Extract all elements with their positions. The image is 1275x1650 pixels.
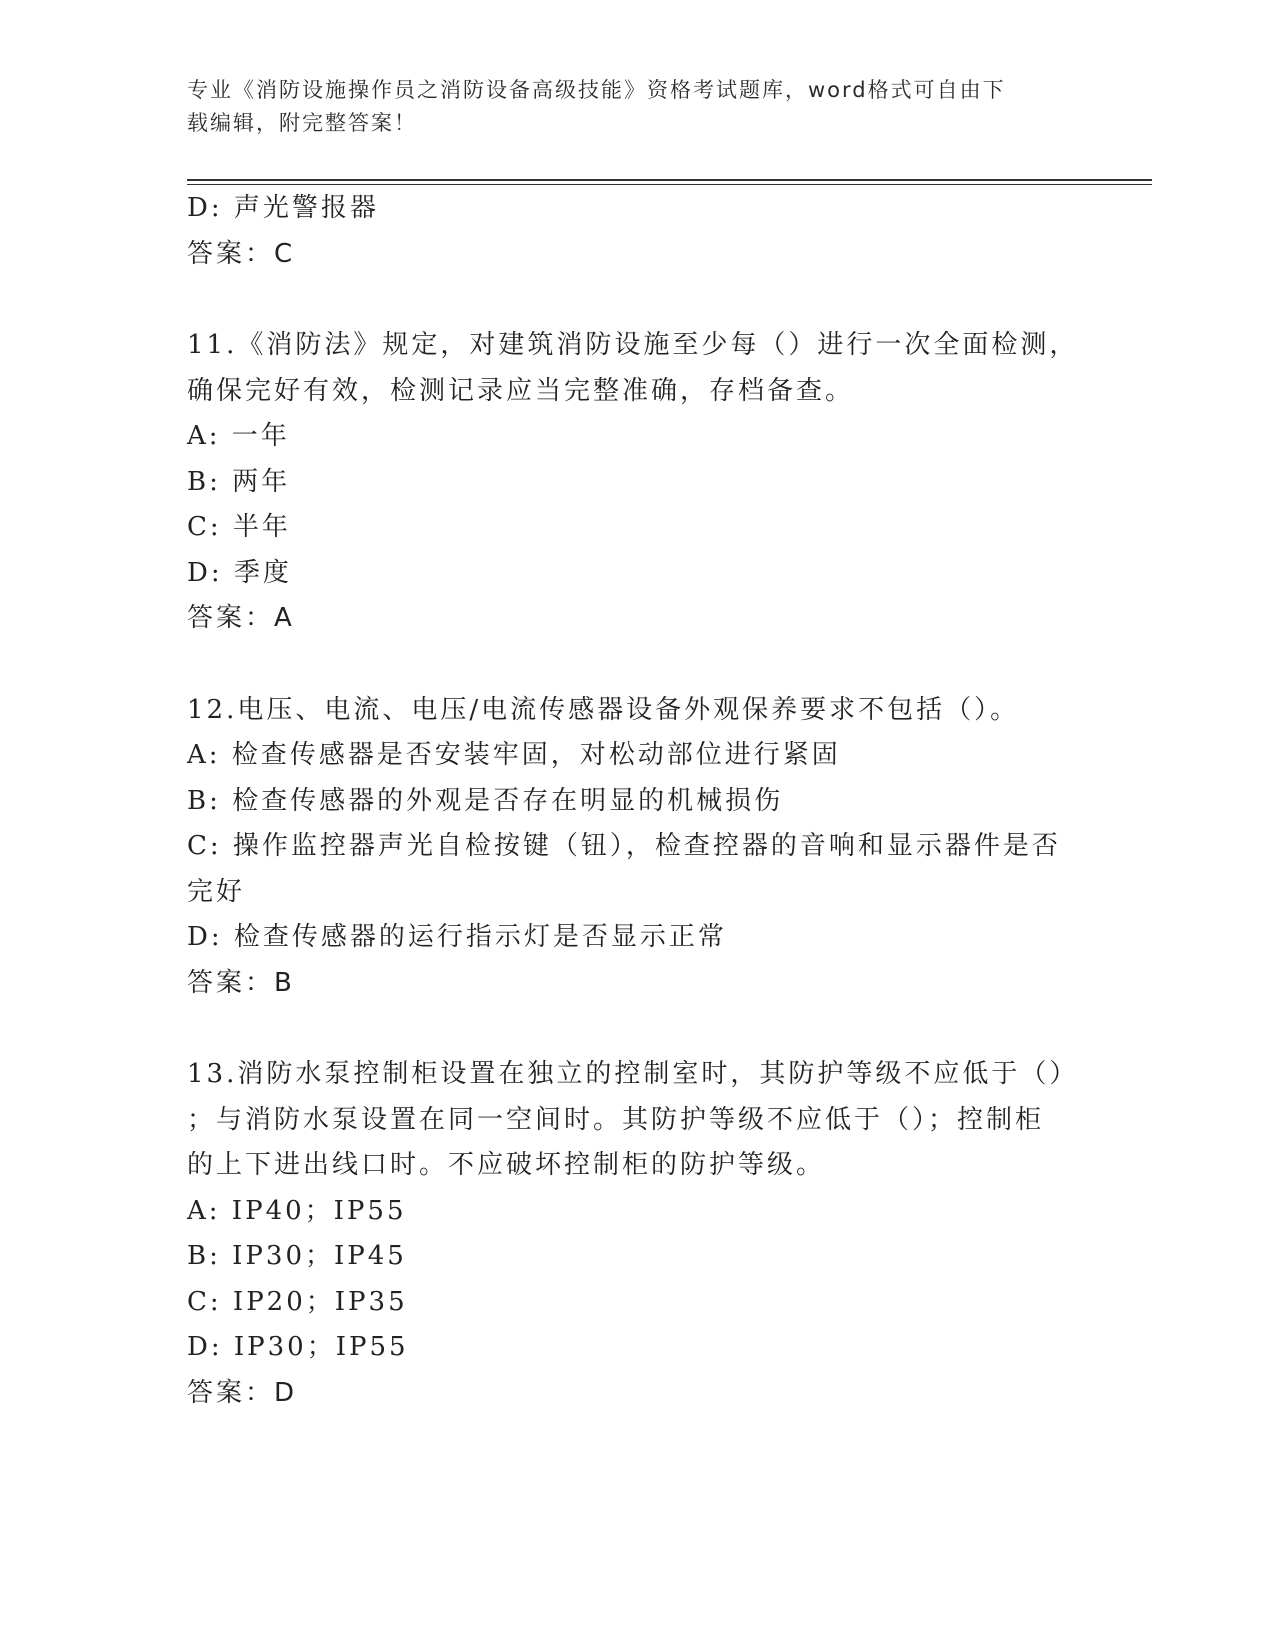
question-stem: 的上下进出线口时。不应破坏控制柜的防护等级。 [187, 1150, 826, 1180]
question-stem: 13.消防水泵控制柜设置在独立的控制室时，其防护等级不应低于（） [187, 1059, 1079, 1089]
option-c: C: 半年 [187, 512, 291, 542]
option-c: C: IP20；IP35 [187, 1286, 408, 1317]
option-b: B: 两年 [187, 466, 291, 497]
option-b: B: 检查传感器的外观是否存在明显的机械损伤 [187, 785, 784, 816]
question-13 [187, 1052, 1107, 1416]
question-stem: ；与消防水泵设置在同一空间时。其防护等级不应低于（）；控制柜 [187, 1104, 1045, 1135]
document-header [187, 74, 1077, 140]
question-stem: 确保完好有效，检测记录应当完整准确，存档备查。 [187, 375, 855, 406]
answer-line: 答案：C [187, 238, 296, 269]
question-11 [187, 323, 1107, 642]
header-line-2: 载编辑，附完整答案！ [187, 111, 417, 135]
answer-line: 答案：A [187, 603, 295, 633]
spacer [187, 277, 1107, 323]
option-a: A: 检查传感器是否安装牢固，对松动部位进行紧固 [187, 740, 841, 770]
question-list [187, 186, 1107, 1416]
option-d: D: 检查传感器的运行指示灯是否显示正常 [187, 922, 727, 952]
option-d: D: 声光警报器 [187, 193, 379, 223]
option-b: B: IP30；IP45 [187, 1241, 407, 1271]
option-c-continued: 完好 [187, 876, 246, 907]
question-stem: 12.电压、电流、电压/电流传感器设备外观保养要求不包括（）。 [187, 694, 1020, 725]
option-d: D: IP30；IP55 [187, 1332, 409, 1362]
spacer [187, 1006, 1107, 1052]
answer-line: 答案：D [187, 1377, 298, 1408]
spacer [187, 642, 1107, 688]
question-12 [187, 688, 1107, 1007]
header-line-1: 专业《消防设施操作员之消防设备高级技能》资格考试题库，word格式可自由下 [187, 78, 1006, 102]
answer-line: 答案：B [187, 967, 295, 998]
header-rule-thick [187, 179, 1152, 181]
option-d: D: 季度 [187, 557, 292, 588]
question-stem: 11.《消防法》规定，对建筑消防设施至少每（）进行一次全面检测， [187, 330, 1079, 360]
question-10-tail [187, 186, 1107, 277]
option-a: A: IP40；IP55 [187, 1195, 407, 1226]
option-a: A: 一年 [187, 421, 290, 451]
option-c: C: 操作监控器声光自检按键（钮），检查控器的音响和显示器件是否 [187, 831, 1061, 861]
header-rule-thin [187, 184, 1152, 185]
